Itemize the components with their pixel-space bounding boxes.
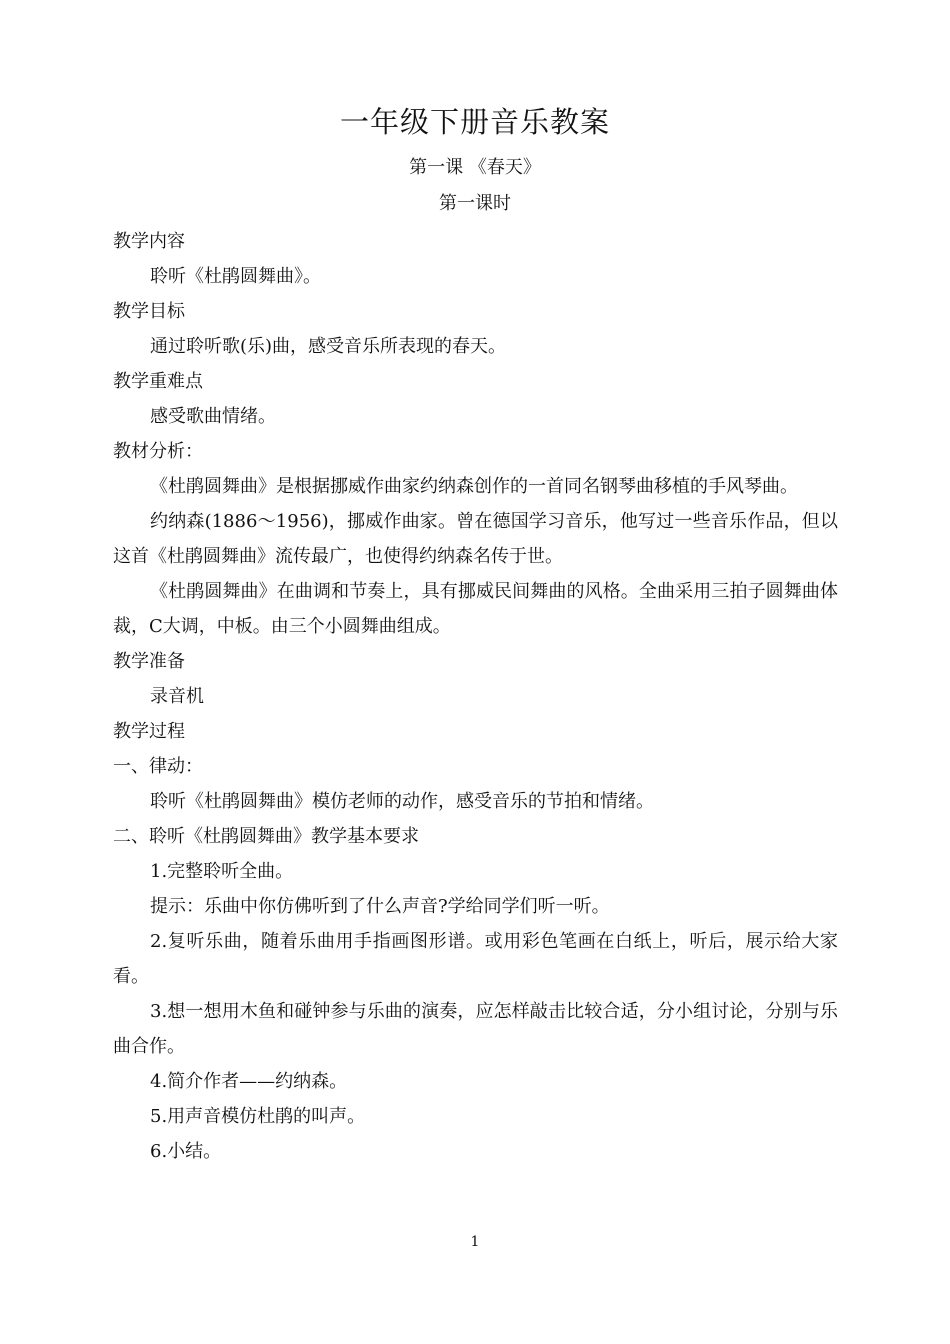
list-item-2: 2.复听乐曲，随着乐曲用手指画图形谱。或用彩色笔画在白纸上，听后，展示给大家看。 [113,931,838,987]
analysis-paragraph-2: 约纳森(1886～1956)，挪威作曲家。曾在德国学习音乐，他写过一些音乐作品，但以这首《杜鹃圆舞曲》流传最广，也使得约纳森名传于世。 [113,511,838,567]
content-heading: 教学内容 [113,231,185,252]
key-heading: 教学重难点 [113,371,203,392]
lesson-title: 第一课 《春天》 [409,157,541,178]
analysis-paragraph-1: 《杜鹃圆舞曲》是根据挪威作曲家约纳森创作的一首同名钢琴曲移植的手风琴曲。 [150,476,798,497]
analysis-heading: 教材分析： [113,441,203,462]
list-item-4: 4.简介作者——约纳森。 [150,1071,348,1092]
key-text: 感受歌曲情绪。 [150,406,276,427]
analysis-paragraph-3: 《杜鹃圆舞曲》在曲调和节奏上，具有挪威民间舞曲的风格。全曲采用三拍子圆舞曲体裁，C大调，中板。由三个小圆舞曲组成。 [113,581,838,637]
list-item-3: 3.想一想用木鱼和碰钟参与乐曲的演奏，应怎样敲击比较合适，分小组讨论，分别与乐曲合作。 [113,1001,838,1057]
step-1-text: 聆听《杜鹃圆舞曲》模仿老师的动作，感受音乐的节拍和情绪。 [150,791,654,812]
prep-heading: 教学准备 [113,651,185,672]
list-item-5: 5.用声音模仿杜鹃的叫声。 [150,1106,366,1127]
goal-heading: 教学目标 [113,301,185,322]
goal-text: 通过聆听歌(乐)曲，感受音乐所表现的春天。 [150,336,507,357]
step-1-heading: 一、律动： [113,756,203,777]
page-number: 1 [470,1234,480,1250]
process-heading: 教学过程 [113,721,185,742]
document-title: 一年级下册音乐教案 [339,105,610,139]
list-item-1: 1.完整聆听全曲。 [150,861,294,882]
step-2-heading: 二、聆听《杜鹃圆舞曲》教学基本要求 [113,826,419,847]
list-item-6: 6.小结。 [150,1141,222,1162]
prep-text: 录音机 [150,686,204,707]
content-text: 聆听《杜鹃圆舞曲》。 [150,266,321,287]
list-item-1-tip: 提示：乐曲中你仿佛听到了什么声音?学给同学们听一听。 [150,896,610,917]
lesson-period: 第一课时 [439,193,511,214]
document-body [113,224,838,1169]
